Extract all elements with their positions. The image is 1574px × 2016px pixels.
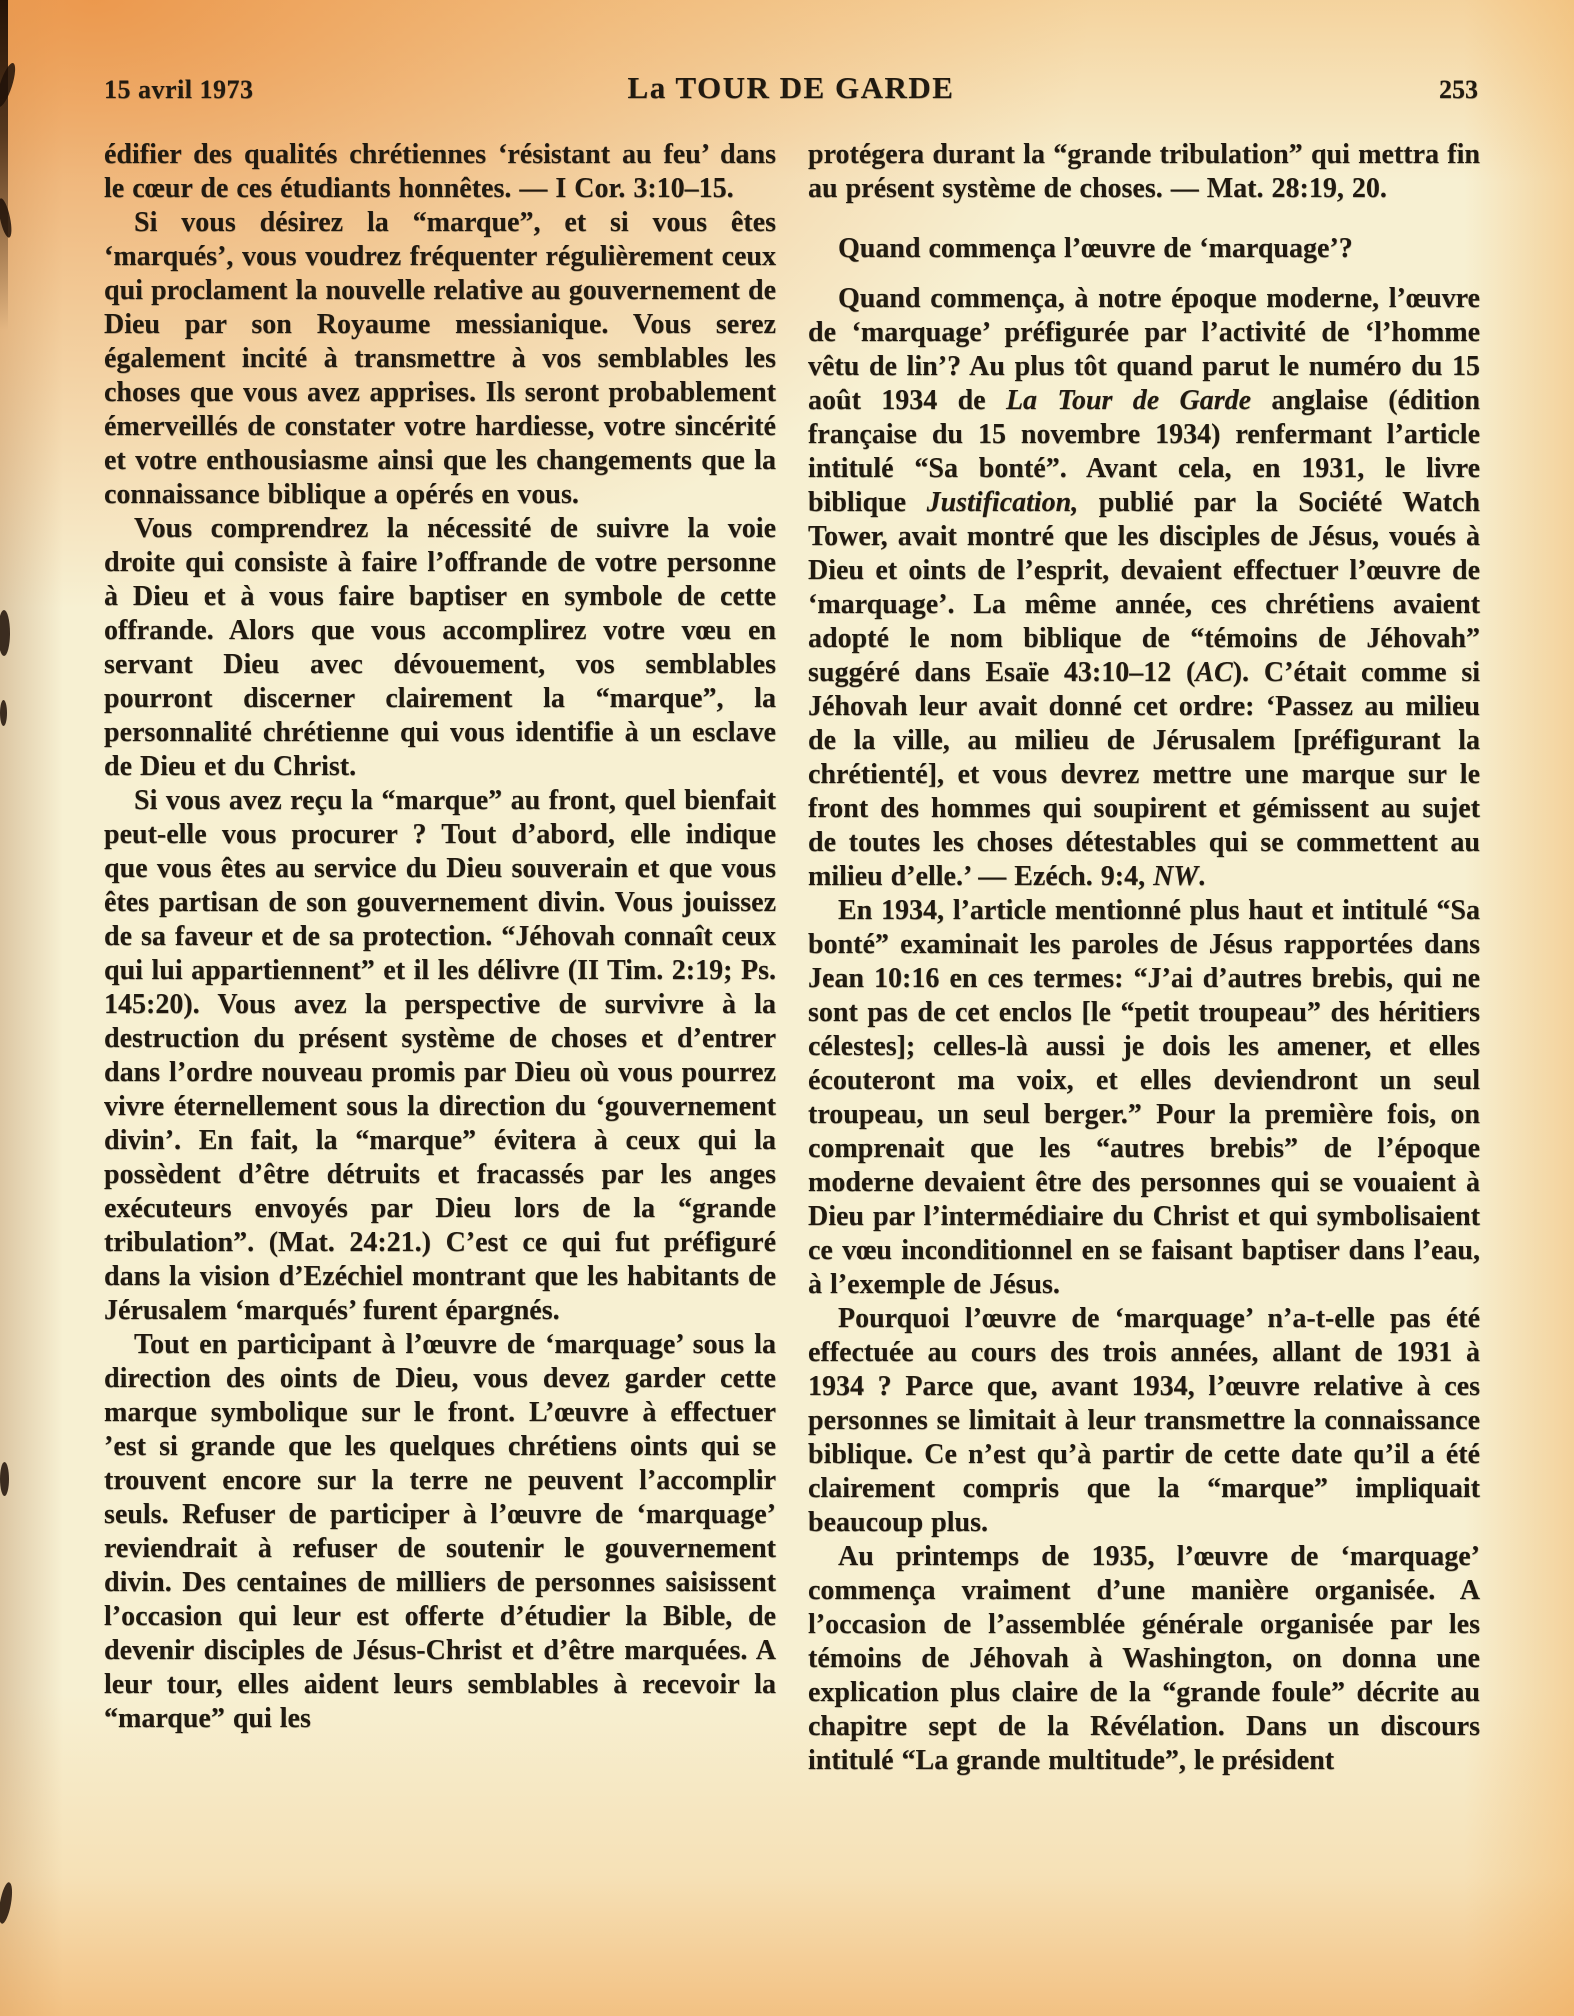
paragraph: Tout en participant à l’œuvre de ‘marquage’ sous la direction des oints de Dieu, vous devez garder cette marque symbolique sur le front. L’œuvre à effectuer ’est si grande que les quelques chrétiens oints qui se trouvent encore sur la terre ne peuvent l’accomplir seuls. Refuser de participer à l’œuvre de ‘marquage’ reviendrait à refuser de soutenir le gouvernement divin. Des centaines de milliers de personnes saisissent l’occasion qui leur est offerte d’étudier la Bible, de devenir disciples de Jésus-Christ et d’être marquées. A leur tour, elles aident leurs semblables à recevoir la “marque” qui les: [104, 1329, 776, 1734]
paragraph: Pourquoi l’œuvre de ‘marquage’ n’a-t-elle pas été effectuée au cours des trois années, allant de 1931 à 1934 ? Parce que, avant 1934, l’œuvre relative à ces personnes se limitait à leur transmettre la connaissance biblique. Ce n’est qu’à partir de cette date qu’il a été clairement compris que la “marque” impliquait beaucoup plus.: [808, 1303, 1480, 1538]
columns: [0, 138, 1574, 1778]
paragraph: Au printemps de 1935, l’œuvre de ‘marquage’ commença vraiment d’une manière organisée. A l’occasion de l’assemblée générale organisée par les témoins de Jéhovah à Washington, on donna une explication plus claire de la “grande foule” décrite au chapitre sept de la Révélation. Dans un discours intitulé “La grande multitude”, le président: [808, 1541, 1480, 1776]
page-number: 253: [1439, 75, 1478, 104]
paragraph: En 1934, l’article mentionné plus haut et intitulé “Sa bonté” examinait les paroles de Jésus rapportées dans Jean 10:16 en ces termes: “J’ai d’autres brebis, qui ne sont pas de cet enclos [le “petit troupeau” des héritiers célestes]; celles-là aussi je dois les amener, et elles écouteront ma voix, et elles deviendront un seul troupeau, un seul berger.” Pour la première fois, on comprenait que les “autres brebis” de l’époque moderne devaient être des personnes qui se vouaient à Dieu par l’intermédiaire du Christ et qui symbolisaient ce vœu inconditionnel en se faisant baptiser dans l’eau, à l’exemple de Jésus.: [808, 895, 1480, 1300]
section-heading: Quand commença l’œuvre de ‘marquage’?: [838, 233, 1353, 264]
paragraph: Vous comprendrez la nécessité de suivre la voie droite qui consiste à faire l’offrande de votre personne à Dieu et à vous faire baptiser en symbole de cette offrande. Alors que vous accomplirez votre vœu en servant Dieu avec dévouement, vos semblables pourront discerner clairement la “marque”, la personnalité chrétienne qui vous identifie à un esclave de Dieu et du Christ.: [104, 513, 776, 782]
text-column-2: [808, 138, 1480, 1778]
paragraph: Si vous désirez la “marque”, et si vous êtes ‘marqués’, vous voudrez fréquenter régulièrement ceux qui proclament la nouvelle relative au gouvernement de Dieu par son Royaume messianique. Vous serez également incité à transmettre à vos semblables les choses que vous avez apprises. Ils seront probablement émerveillés de constater votre hardiesse, votre sincérité et votre enthousiasme ainsi que les changements que la connaissance biblique a opérés en vous.: [104, 207, 776, 510]
scan-artifact-mark: [0, 1881, 15, 1924]
page-title: La TOUR DE GARDE: [627, 70, 955, 105]
paragraph: Si vous avez reçu la “marque” au front, quel bienfait peut-elle vous procurer ? Tout d’abord, elle indique que vous êtes au service du Dieu souverain et que vous êtes partisan de son gouvernement divin. Vous jouissez de sa faveur et de sa protection. “Jéhovah connaît ceux qui lui appartiennent” et il les délivre (II Tim. 2:19; Ps. 145:20). Vous avez la perspective de survivre à la destruction du présent système de choses et d’entrer dans l’ordre nouveau promis par Dieu où vous pourrez vivre éternellement sous la direction du ‘gouvernement divin’. En fait, la “marque” évitera à ceux qui la possèdent d’être détruits et fracassés par les anges exécuteurs envoyés par Dieu lors de la “grande tribulation”. (Mat. 24:21.) C’est ce qui fut préfiguré dans la vision d’Ezéchiel montrant que les habitants de Jérusalem ‘marqués’ furent épargnés.: [104, 785, 776, 1326]
paragraph: Quand commença, à notre époque moderne, l’œuvre de ‘marquage’ préfigurée par l’activité de ‘l’homme vêtu de lin’? Au plus tôt quand parut le numéro du 15 août 1934 de La Tour de Garde anglaise (édition française du 15 novembre 1934) renfermant l’article intitulé “Sa bonté”. Avant cela, en 1931, le livre biblique Justification, publié par la Société Watch Tower, avait montré que les disciples de Jésus, voués à Dieu et oints de l’esprit, devaient effectuer l’œuvre de ‘marquage’. La même année, ces chrétiens avaient adopté le nom biblique de “témoins de Jéhovah” suggéré dans Esaïe 43:10–12 (AC). C’était comme si Jéhovah leur avait donné cet ordre: ‘Passez au milieu de la ville, au milieu de Jérusalem [préfigurant la chrétienté], et vous devrez mettre une marque sur le front des hommes qui soupirent et gémissent au sujet de toutes les choses détestables qui se commettent au milieu d’elle.’ — Ezéch. 9:4, NW.: [808, 283, 1481, 892]
text-column-1: [104, 138, 776, 1778]
paragraph: protégera durant la “grande tribulation” qui mettra fin au présent système de choses. — Mat. 28:19, 20.: [808, 139, 1480, 204]
paragraph: édifier des qualités chrétiennes ‘résistant au feu’ dans le cœur de ces étudiants honnêtes. — I Cor. 3:10–15.: [104, 139, 776, 204]
page-header: [0, 0, 1574, 106]
issue-date: 15 avril 1973: [104, 75, 254, 104]
